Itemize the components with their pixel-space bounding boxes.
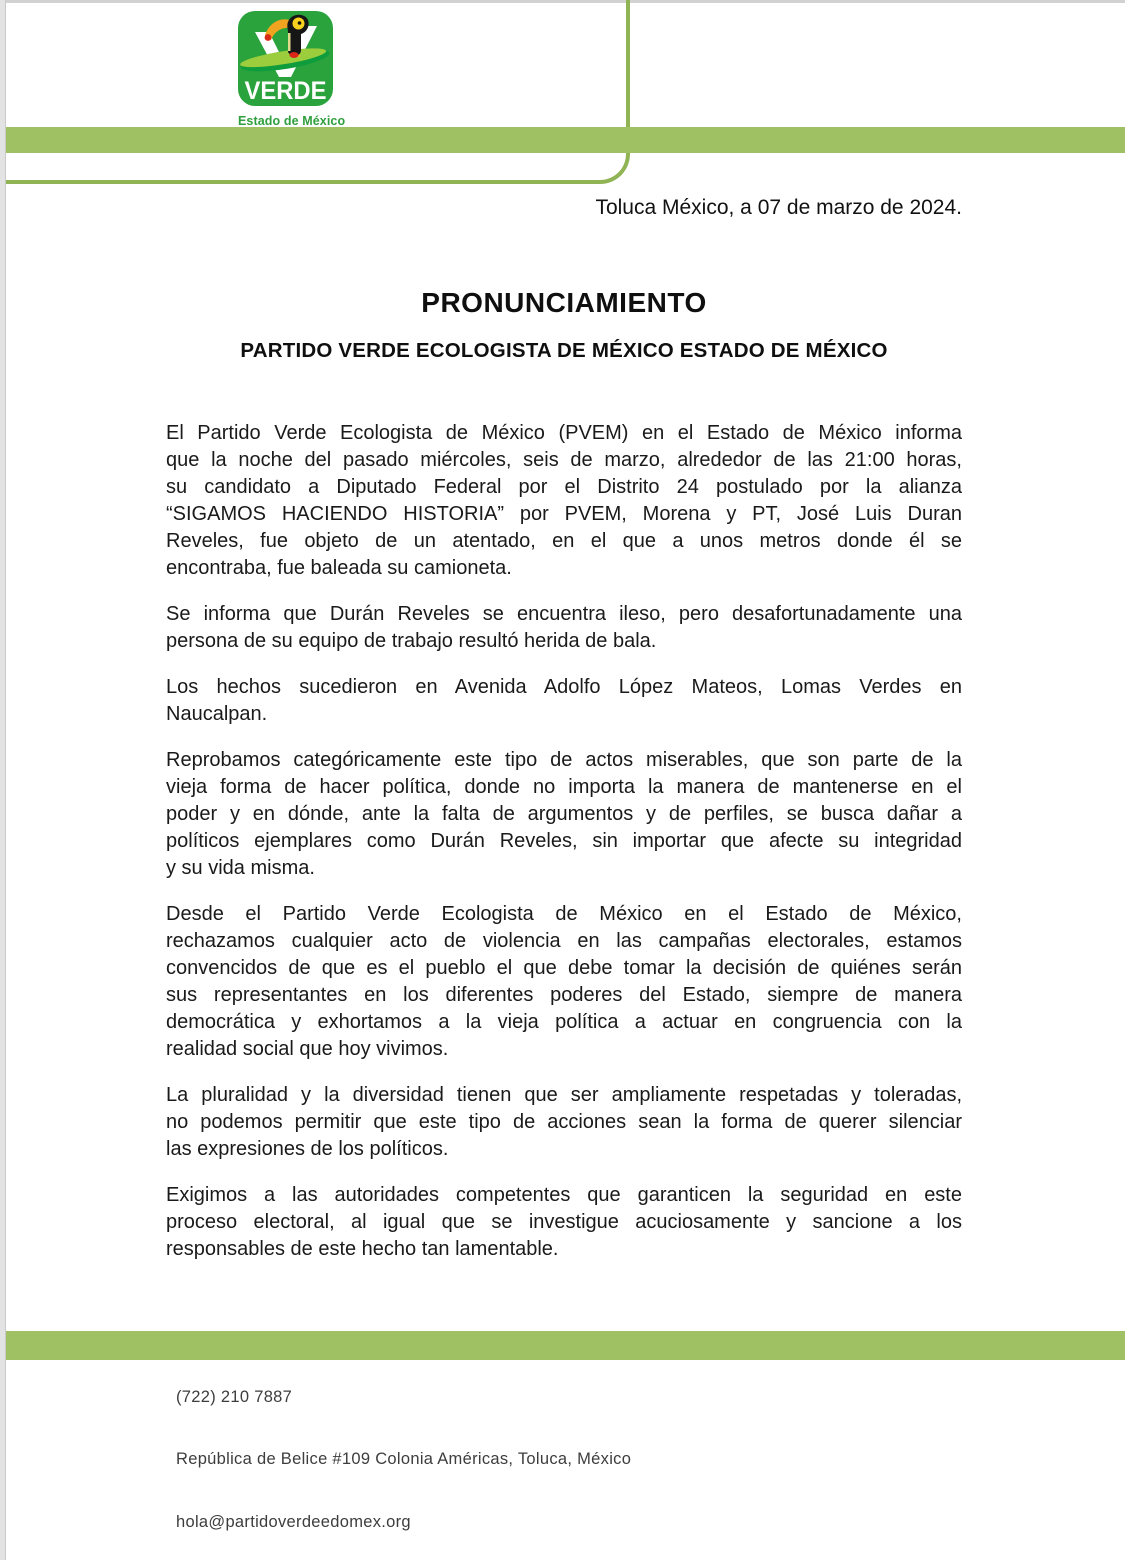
text-line: proceso electoral, al igual que se investigue acuciosamente y sancione a los <box>166 1211 962 1233</box>
header-green-band <box>6 127 1125 153</box>
date-line: Toluca México, a 07 de marzo de 2024. <box>595 196 962 219</box>
verde-logo-icon <box>238 11 333 106</box>
paragraph <box>166 1082 962 1163</box>
paragraph <box>166 1182 962 1263</box>
page-left-edge <box>0 0 6 1560</box>
text-line: Naucalpan. <box>166 703 268 725</box>
text-line: Reveles, fue objeto de un atentado, en el que a unos metros donde él se <box>166 530 962 552</box>
footer-email: hola@partidoverdeedomex.org <box>176 1513 411 1531</box>
logo-wordmark: VERDE <box>244 77 327 105</box>
text-line: “SIGAMOS HACIENDO HISTORIA” por PVEM, Morena y PT, José Luis Duran <box>166 503 962 525</box>
text-line: convencidos de que es el pueblo el que debe tomar la decisión de quiénes serán <box>166 957 962 979</box>
paragraph <box>166 601 962 655</box>
text-line: poder y en dónde, ante la falta de argumentos y de perfiles, se busca dañar a <box>166 803 962 825</box>
document-subtitle: PARTIDO VERDE ECOLOGISTA DE MÉXICO ESTADO DE MÉXICO <box>240 339 888 362</box>
text-line: su candidato a Diputado Federal por el Distrito 24 postulado por la alianza <box>166 476 962 498</box>
footer-green-band <box>6 1331 1125 1360</box>
text-line: Se informa que Durán Reveles se encuentra ileso, pero desafortunadamente una <box>166 603 962 625</box>
text-line: El Partido Verde Ecologista de México (PVEM) en el Estado de México informa <box>166 422 962 444</box>
text-line: Exigimos a las autoridades competentes que garanticen la seguridad en este <box>166 1184 962 1206</box>
text-line: Reprobamos categóricamente este tipo de actos miserables, que son parte de la <box>166 749 962 771</box>
text-line: sus representantes en los diferentes poderes del Estado, siempre de manera <box>166 984 962 1006</box>
text-line: Desde el Partido Verde Ecologista de México en el Estado de México, <box>166 903 962 925</box>
paragraph <box>166 420 962 582</box>
text-line: rechazamos cualquier acto de violencia en las campañas electorales, estamos <box>166 930 962 952</box>
text-line: responsables de este hecho tan lamentable. <box>166 1238 559 1260</box>
text-line: las expresiones de los políticos. <box>166 1138 449 1160</box>
text-line: vieja forma de hacer política, donde no importa la manera de mantenerse en el <box>166 776 962 798</box>
text-line: persona de su equipo de trabajo resultó herida de bala. <box>166 630 657 652</box>
text-line: encontraba, fue baleada su camioneta. <box>166 557 512 579</box>
footer-address: República de Belice #109 Colonia Américas, Toluca, México <box>176 1450 632 1468</box>
text-line: Los hechos sucedieron en Avenida Adolfo López Mateos, Lomas Verdes en <box>166 676 962 698</box>
document-title: PRONUNCIAMIENTO <box>421 287 707 318</box>
paragraph <box>166 901 962 1063</box>
text-line: realidad social que hoy vivimos. <box>166 1038 449 1060</box>
text-line: La pluralidad y la diversidad tienen que ser ampliamente respetadas y toleradas, <box>166 1084 962 1106</box>
paragraph <box>166 747 962 882</box>
text-line: y su vida misma. <box>166 857 315 879</box>
text-line: que la noche del pasado miércoles, seis de marzo, alrededor de las 21:00 horas, <box>166 449 962 471</box>
text-line: políticos ejemplares como Durán Reveles, sin importar que afecte su integridad <box>166 830 962 852</box>
footer-phone: (722) 210 7887 <box>176 1388 293 1406</box>
pvem-logo <box>238 11 346 128</box>
logo-caption: Estado de México <box>238 114 346 128</box>
paragraph <box>166 674 962 728</box>
text-line: no podemos permitir que este tipo de acciones sean la forma de querer silenciar <box>166 1111 962 1133</box>
text-line: democrática y exhortamos a la vieja política a actuar en congruencia con la <box>166 1011 962 1033</box>
document-body <box>166 420 962 1282</box>
